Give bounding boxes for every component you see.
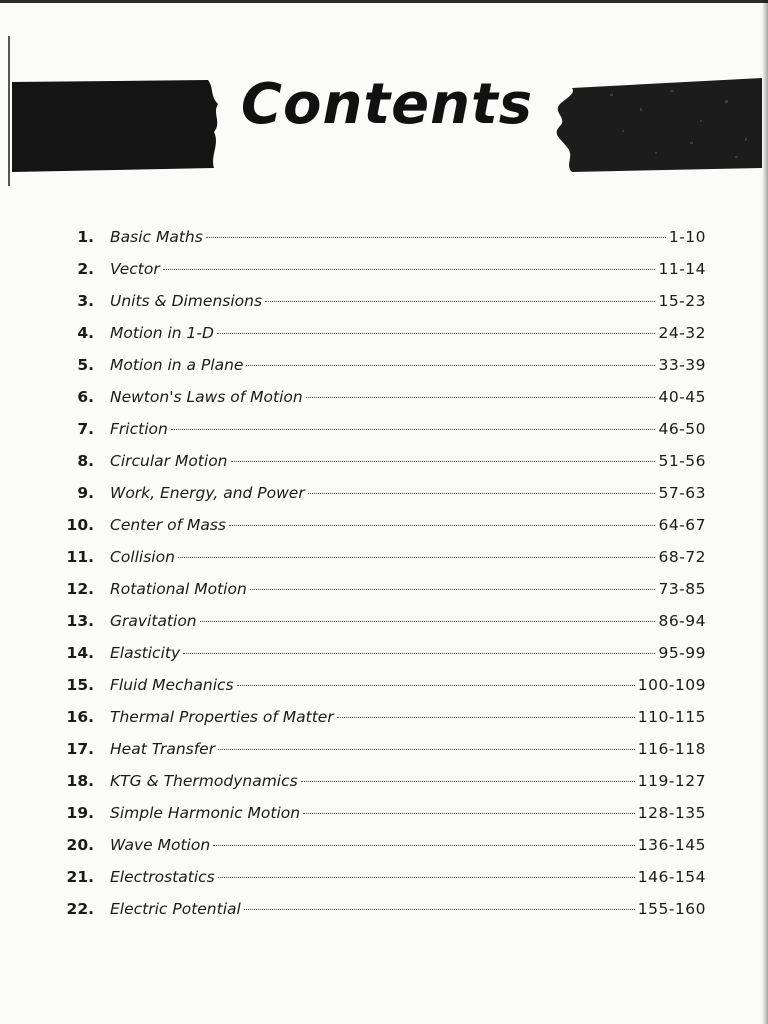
toc-entry-number: 9. xyxy=(77,484,94,502)
toc-entry xyxy=(60,772,706,804)
toc-entry xyxy=(60,260,706,292)
toc-dot-leader xyxy=(218,877,635,878)
toc-entry xyxy=(60,868,706,900)
toc-dot-leader xyxy=(217,333,656,334)
toc-entry-pages: 116-118 xyxy=(637,740,706,758)
toc-entry xyxy=(60,420,706,452)
toc-entry-pages: 73-85 xyxy=(658,580,706,598)
toc-entry-number: 1. xyxy=(77,228,94,246)
toc-entry-title: Wave Motion xyxy=(110,836,211,854)
toc-dot-leader xyxy=(163,269,656,270)
toc-entry-title: Gravitation xyxy=(110,612,197,630)
scan-top-edge xyxy=(0,0,768,3)
toc-entry-title: Motion in a Plane xyxy=(110,356,244,374)
toc-entry-number: 22. xyxy=(66,900,94,918)
toc-dot-leader xyxy=(183,653,655,654)
toc-entry-title: Newton's Laws of Motion xyxy=(110,388,303,406)
toc-entry-title: Simple Harmonic Motion xyxy=(110,804,301,822)
toc-entry-pages: 11-14 xyxy=(658,260,706,278)
toc-entry-title: Center of Mass xyxy=(110,516,226,534)
toc-entry-title: Electric Potential xyxy=(110,900,241,918)
toc-entry xyxy=(60,548,706,580)
toc-entry-number: 11. xyxy=(66,548,94,566)
toc-entry-pages: 57-63 xyxy=(658,484,706,502)
toc-entry xyxy=(60,324,706,356)
toc-entry-title: Vector xyxy=(110,260,160,278)
toc-dot-leader xyxy=(237,685,635,686)
toc-entry-title: Thermal Properties of Matter xyxy=(110,708,334,726)
toc-dot-leader xyxy=(229,525,655,526)
toc-entry-number: 17. xyxy=(66,740,94,758)
toc-dot-leader xyxy=(303,813,635,814)
toc-entry-pages: 24-32 xyxy=(658,324,706,342)
page-title: Contents xyxy=(240,72,534,137)
toc-entry-number: 2. xyxy=(77,260,94,278)
toc-entry xyxy=(60,900,706,932)
toc-entry-pages: 110-115 xyxy=(637,708,706,726)
toc-entry-pages: 68-72 xyxy=(658,548,706,566)
toc-entry-number: 7. xyxy=(77,420,94,438)
toc-entry-pages: 119-127 xyxy=(637,772,706,790)
toc-entry-number: 6. xyxy=(77,388,94,406)
toc-entry xyxy=(60,804,706,836)
toc-entry-pages: 86-94 xyxy=(658,612,706,630)
toc-entry xyxy=(60,516,706,548)
toc-dot-leader xyxy=(306,397,656,398)
toc-entry xyxy=(60,676,706,708)
toc-entry xyxy=(60,452,706,484)
toc-entry xyxy=(60,356,706,388)
toc-dot-leader xyxy=(337,717,635,718)
toc-dot-leader xyxy=(206,237,666,238)
toc-entry-title: Heat Transfer xyxy=(110,740,216,758)
toc-entry-number: 8. xyxy=(77,452,94,470)
toc-dot-leader xyxy=(231,461,656,462)
toc-entry-number: 21. xyxy=(66,868,94,886)
toc-entry xyxy=(60,740,706,772)
toc-entry-title: Circular Motion xyxy=(110,452,228,470)
toc-entry-title: Electrostatics xyxy=(110,868,215,886)
toc-entry-pages: 100-109 xyxy=(637,676,706,694)
toc-entry-pages: 15-23 xyxy=(658,292,706,310)
toc-entry-pages: 1-10 xyxy=(668,228,706,246)
toc-entry-number: 16. xyxy=(66,708,94,726)
toc-entry-number: 15. xyxy=(66,676,94,694)
toc-entry-title: Basic Maths xyxy=(110,228,203,246)
toc-entry-number: 5. xyxy=(77,356,94,374)
table-of-contents xyxy=(60,228,706,932)
toc-entry-number: 10. xyxy=(66,516,94,534)
toc-entry xyxy=(60,580,706,612)
toc-entry-title: Fluid Mechanics xyxy=(110,676,234,694)
toc-dot-leader xyxy=(178,557,656,558)
toc-entry xyxy=(60,292,706,324)
toc-entry-title: Rotational Motion xyxy=(110,580,247,598)
toc-entry-number: 19. xyxy=(66,804,94,822)
toc-entry-number: 3. xyxy=(77,292,94,310)
toc-entry-title: Motion in 1-D xyxy=(110,324,214,342)
toc-entry-number: 14. xyxy=(66,644,94,662)
toc-entry-pages: 33-39 xyxy=(658,356,706,374)
toc-entry-number: 20. xyxy=(66,836,94,854)
toc-entry-title: Collision xyxy=(110,548,175,566)
toc-entry-pages: 40-45 xyxy=(658,388,706,406)
toc-entry xyxy=(60,644,706,676)
toc-entry-pages: 95-99 xyxy=(658,644,706,662)
toc-entry-number: 12. xyxy=(66,580,94,598)
toc-entry-title: Friction xyxy=(110,420,168,438)
toc-entry-pages: 136-145 xyxy=(637,836,706,854)
toc-dot-leader xyxy=(171,429,656,430)
toc-entry-pages: 155-160 xyxy=(637,900,706,918)
toc-entry-title: Elasticity xyxy=(110,644,181,662)
toc-dot-leader xyxy=(244,909,635,910)
toc-entry-pages: 46-50 xyxy=(658,420,706,438)
toc-entry-number: 4. xyxy=(77,324,94,342)
toc-entry-number: 13. xyxy=(66,612,94,630)
toc-entry-pages: 128-135 xyxy=(637,804,706,822)
toc-entry xyxy=(60,836,706,868)
toc-entry xyxy=(60,612,706,644)
toc-entry xyxy=(60,388,706,420)
toc-entry-pages: 146-154 xyxy=(637,868,706,886)
toc-entry-title: Work, Energy, and Power xyxy=(110,484,305,502)
toc-dot-leader xyxy=(213,845,635,846)
toc-entry-pages: 51-56 xyxy=(658,452,706,470)
toc-entry xyxy=(60,228,706,260)
toc-entry-number: 18. xyxy=(66,772,94,790)
toc-entry xyxy=(60,708,706,740)
toc-dot-leader xyxy=(250,589,656,590)
toc-dot-leader xyxy=(301,781,635,782)
toc-dot-leader xyxy=(246,365,655,366)
toc-entry xyxy=(60,484,706,516)
toc-dot-leader xyxy=(200,621,656,622)
toc-dot-leader xyxy=(308,493,656,494)
toc-entry-title: Units & Dimensions xyxy=(110,292,263,310)
toc-entry-pages: 64-67 xyxy=(658,516,706,534)
toc-dot-leader xyxy=(265,301,655,302)
toc-dot-leader xyxy=(218,749,635,750)
toc-entry-title: KTG & Thermodynamics xyxy=(110,772,298,790)
